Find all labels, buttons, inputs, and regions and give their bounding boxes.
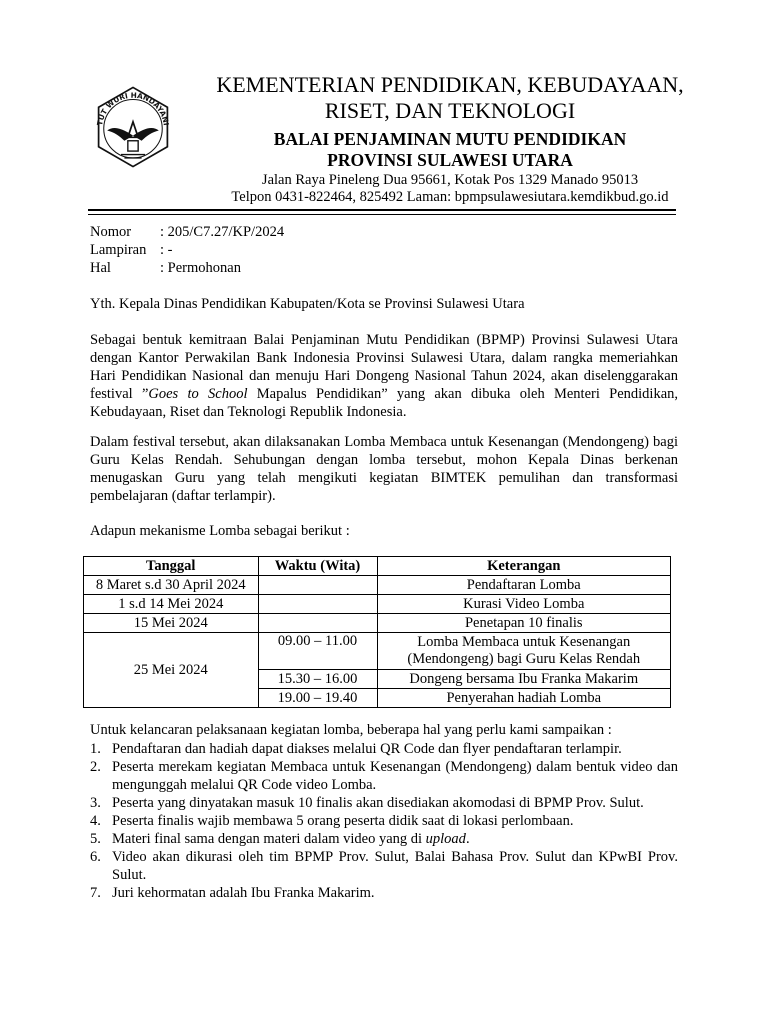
list-item-number: 4. [90,813,101,829]
schedule-header-description: Keterangan [377,557,671,576]
list-item-text-part2: . [465,831,470,847]
list-item [90,830,678,848]
paragraph-notes-intro: Untuk kelancaran pelaksanaan kegiatan lomba, beberapa hal yang perlu kami sampaikan : [90,722,612,738]
schedule-description-line1: Lomba Membaca untuk Kesenangan [417,634,631,650]
list-item-number: 5. [90,831,101,847]
schedule-description [377,633,671,670]
meta-value-hal: : Permohonan [160,260,241,276]
paragraph-mechanism: Adapun mekanisme Lomba sebagai berikut : [90,523,350,539]
list-item-text: Pendaftaran dan hadiah dapat diakses melalui QR Code dan flyer pendaftaran terlampir. [112,741,622,757]
paragraph-intro [90,331,678,421]
schedule-table [83,556,671,708]
list-item-number: 7. [90,885,101,901]
table-row [84,595,671,614]
list-item-number: 6. [90,849,101,865]
list-item [90,794,678,812]
schedule-description: Pendaftaran Lomba [377,576,671,595]
ministry-name-line2: RISET, DAN TEKNOLOGI [324,98,576,123]
list-item [90,848,678,884]
list-item [90,884,678,902]
schedule-description: Dongeng bersama Ibu Franka Makarim [377,670,671,689]
schedule-description: Kurasi Video Lomba [377,595,671,614]
list-item-text-part1: Materi final sama dengan materi dalam video yang di [112,831,426,847]
schedule-time [258,614,377,633]
schedule-date: 15 Mei 2024 [84,614,259,633]
table-row [84,614,671,633]
list-item-number: 2. [90,759,101,775]
schedule-description-line2: (Mendongeng) bagi Guru Kelas Rendah [407,651,641,667]
table-row [84,633,671,670]
list-item-number: 1. [90,741,101,757]
list-item-number: 3. [90,795,101,811]
list-item-text: Peserta merekam kegiatan Membaca untuk Kesenangan (Mendongeng) dalam bentuk video dan mengunggah melalui QR Code video Lomba. [112,759,678,793]
office-name-line1: BALAI PENJAMINAN MUTU PENDIDIKAN [273,129,627,149]
meta-value-lampiran: : - [160,242,173,258]
letterhead-rule-thin [88,214,676,215]
office-contact: Telpon 0431-822464, 825492 Laman: bpmpsulawesiutara.kemdikbud.go.id [231,189,669,205]
list-item [90,740,678,758]
ministry-name-line1: KEMENTERIAN PENDIDIKAN, KEBUDAYAAN, [216,72,684,97]
letterhead-rule-thick [88,209,676,211]
paragraph-intro-part2: Mapalus Pendidikan” yang akan dibuka oleh Menteri Pendidikan, Kebudayaan, Riset dan Teknologi Republik Indonesia. [90,386,679,420]
list-item-text: Peserta yang dinyatakan masuk 10 finalis akan disediakan akomodasi di BPMP Prov. Sulut. [112,795,644,811]
paragraph-festival: Dalam festival tersebut, akan dilaksanakan Lomba Membaca untuk Kesenangan (Mendongeng) bagi Guru Kelas Rendah. Sehubungan dengan lomba tersebut, mohon Kepala Dinas berkenan menugaskan Guru yang telah mengikuti kegiatan BIMTEK pemulihan dan transformasi pembelajaran (daftar terlampir). [90,434,678,504]
schedule-header-time: Waktu (Wita) [258,557,377,576]
schedule-time: 19.00 – 19.40 [258,689,377,708]
list-item-text-italic: upload [425,831,466,847]
meta-value-nomor: : 205/C7.27/KP/2024 [160,224,285,240]
schedule-header-row [84,557,671,576]
schedule-time: 09.00 – 11.00 [258,633,377,670]
schedule-date: 1 s.d 14 Mei 2024 [84,595,259,614]
rules-list [90,740,678,902]
list-item [90,758,678,794]
list-item [90,812,678,830]
schedule-description: Penyerahan hadiah Lomba [377,689,671,708]
paragraph-intro-part1: Sebagai bentuk kemitraan Balai Penjaminan Mutu Pendidikan (BPMP) Provinsi Sulawesi Utara dengan Kantor Perwakilan Bank Indonesia Provinsi Sulawesi Utara, dalam rangka memeriahkan Hari Pendidikan Nasional dan menuju Hari Dongeng Nasional Tahun 2024, akan diselenggarakan festival ” [90,332,678,402]
schedule-time: 15.30 – 16.00 [258,670,377,689]
recipient: Yth. Kepala Dinas Pendidikan Kabupaten/Kota se Provinsi Sulawesi Utara [90,296,525,312]
meta-label-lampiran: Lampiran [90,242,147,258]
list-item-text: Juri kehormatan adalah Ibu Franka Makarim. [112,885,375,901]
logo-motto: TUT WURI HANDAYANI [95,90,171,127]
office-address: Jalan Raya Pineleng Dua 95661, Kotak Pos 1329 Manado 95013 [261,172,639,188]
meta-label-nomor: Nomor [90,224,132,240]
schedule-date: 8 Maret s.d 30 April 2024 [84,576,259,595]
list-item-text: Video akan dikurasi oleh tim BPMP Prov. Sulut, Balai Bahasa Prov. Sulut dan KPwBI Prov. Sulut. [112,849,678,883]
paragraph-intro-italic: Goes to School [148,386,248,402]
schedule-time [258,576,377,595]
table-row [84,576,671,595]
schedule-time [258,595,377,614]
meta-label-hal: Hal [90,260,111,276]
schedule-header-date: Tanggal [84,557,259,576]
schedule-date: 25 Mei 2024 [84,633,259,708]
office-name-line2: PROVINSI SULAWESI UTARA [327,150,573,170]
schedule-description: Penetapan 10 finalis [377,614,671,633]
list-item-text: Peserta finalis wajib membawa 5 orang peserta didik saat di lokasi perlombaan. [112,813,574,829]
ministry-logo [90,84,176,170]
